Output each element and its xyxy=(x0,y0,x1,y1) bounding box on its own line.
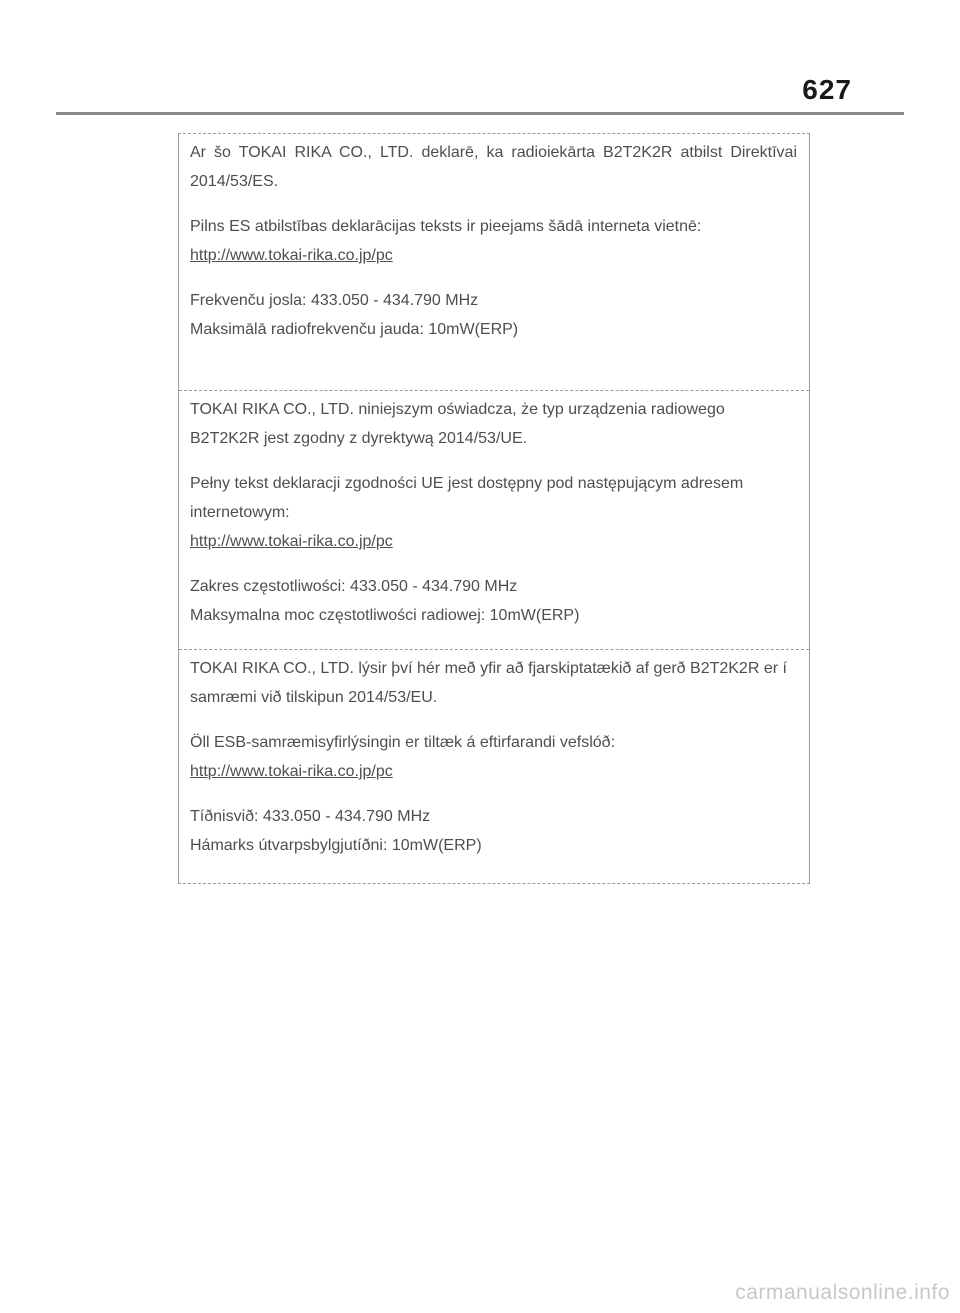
declaration-box xyxy=(178,133,810,884)
declaration-section-polish xyxy=(179,390,809,649)
max-power: Maksimālā radiofrekvenču jauda: 10mW(ERP) xyxy=(190,321,519,338)
declaration-intro: Ar šo TOKAI RIKA CO., LTD. deklarē, ka radioiekārta B2T2K2R atbilst Direktīvai 2014/53/ES. xyxy=(190,144,797,190)
max-power: Hámarks útvarpsbylgjutíðni: 10mW(ERP) xyxy=(190,837,482,854)
declaration-url-link[interactable]: http://www.tokai-rika.co.jp/pc xyxy=(190,533,393,550)
declaration-section-latvian xyxy=(179,134,809,390)
frequency-band: Tíðnisvið: 433.050 - 434.790 MHz xyxy=(190,808,431,825)
frequency-band: Frekvenču josla: 433.050 - 434.790 MHz xyxy=(190,292,479,309)
declaration-fulltext-note: Pilns ES atbilstības deklarācijas teksts ir pieejams šādā interneta vietnē: xyxy=(190,218,702,235)
declaration-url-link[interactable]: http://www.tokai-rika.co.jp/pc xyxy=(190,247,393,264)
declaration-intro: TOKAI RIKA CO., LTD. niniejszym oświadcza, że typ urządzenia radiowego B2T2K2R jest zgodny z dyrektywą 2014/53/UE. xyxy=(190,401,725,447)
declaration-url-link[interactable]: http://www.tokai-rika.co.jp/pc xyxy=(190,763,393,780)
declaration-fulltext-note: Öll ESB-samræmisyfirlýsingin er tiltæk á eftirfarandi vefslóð: xyxy=(190,734,616,751)
max-power: Maksymalna moc częstotliwości radiowej: 10mW(ERP) xyxy=(190,607,580,624)
declaration-intro: TOKAI RIKA CO., LTD. lýsir því hér með yfir að fjarskiptatækið af gerð B2T2K2R er í samræmi við tilskipun 2014/53/EU. xyxy=(190,660,787,706)
declaration-fulltext-note: Pełny tekst deklaracji zgodności UE jest dostępny pod następującym adresem internetowym: xyxy=(190,475,744,521)
declaration-section-icelandic xyxy=(179,649,809,883)
header-rule xyxy=(56,112,904,115)
frequency-band: Zakres częstotliwości: 433.050 - 434.790 MHz xyxy=(190,578,518,595)
page-number: 627 xyxy=(802,74,852,105)
site-watermark: carmanualsonline.info xyxy=(735,1281,950,1304)
